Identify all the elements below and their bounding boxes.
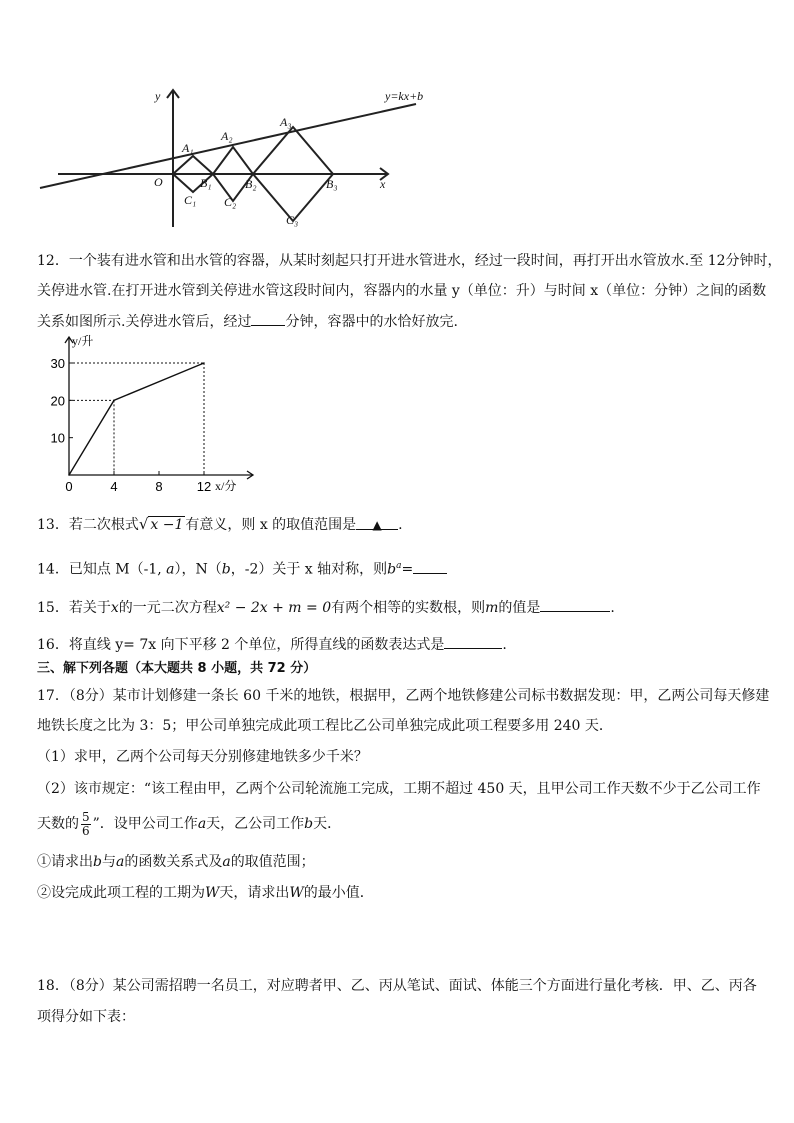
fraction-numerator: 5 xyxy=(82,809,90,824)
y-tick-label-10: 10 xyxy=(50,430,65,446)
q17-text-5c: 天，乙公司工作 xyxy=(206,816,305,832)
series-line xyxy=(69,363,204,475)
line-kx-b xyxy=(40,104,416,188)
q17-line-6 xyxy=(37,852,315,872)
q12-line-1: 12．一个装有进水管和出水管的容器，从某时刻起只打开进水管进水，经过一段时间，再打开出水管放水.至 12分钟时， xyxy=(37,253,782,269)
q15-text-d: 的值是 xyxy=(498,600,541,616)
q17-text-7b: 天，请求出 xyxy=(219,885,290,901)
answer-blank-12 xyxy=(251,311,285,326)
label-A3: A₃ xyxy=(280,115,292,129)
q17-text-5b: ”．设甲公司工作 xyxy=(92,816,198,832)
label-B1: B₁ xyxy=(200,176,212,190)
q14 xyxy=(37,556,447,580)
q15-text-e: . xyxy=(610,600,615,616)
answer-blank-16 xyxy=(444,634,502,649)
q13-text-b: 有意义，则 x 的取值范围是 xyxy=(185,517,357,533)
q17-line-3: （1）求甲，乙两个公司每天分别修建地铁多少千米？ xyxy=(37,749,368,765)
x-axis-label: x xyxy=(380,177,386,191)
q17-line-1: 17．（8分）某市计划修建一条长 60 千米的地铁，根据甲，乙两个地铁修建公司标书数据发现：甲，乙两公司每天修建 xyxy=(37,688,770,704)
q17-var-W: W xyxy=(205,885,220,901)
q13 xyxy=(37,514,403,535)
q15-text-a: 15．若关于 xyxy=(37,600,111,616)
q14-var-b: b xyxy=(221,561,231,578)
x-tick-label-8: 8 xyxy=(155,479,163,494)
section-3-heading: 三、解下列各题（本大题共 8 小题，共 72 分） xyxy=(37,661,317,676)
q17-text-6b: 与 xyxy=(101,854,116,870)
y-axis-label: y xyxy=(155,89,161,103)
fraction-denominator: 6 xyxy=(82,823,90,838)
q17-var-W-2: W xyxy=(289,885,304,901)
q17-line-5 xyxy=(37,810,341,838)
fraction-5-6 xyxy=(81,811,91,838)
q17-text-7c: 的最小值． xyxy=(303,885,374,901)
q17-text-5a: 天数的 xyxy=(37,816,79,832)
label-B2: B₂ xyxy=(245,177,257,191)
q14-text-c: ，-2）关于 x 轴对称，则 xyxy=(230,561,388,578)
q15-var-m: m xyxy=(485,600,499,616)
y-tick-label-20: 20 xyxy=(50,393,65,409)
q15 xyxy=(37,597,615,618)
q17-text-6a: ①请求出 xyxy=(37,854,93,870)
q15-text-c: 有两个相等的实数根，则 xyxy=(331,600,486,616)
q12-text-b: 分钟，容器中的水恰好放完. xyxy=(285,314,458,330)
q12-text-a: 关系如图所示.关停进水管后，经过 xyxy=(37,314,252,330)
square-chain-figure xyxy=(30,82,440,232)
q17-var-b: b xyxy=(304,816,314,832)
data-point-2 xyxy=(203,362,205,364)
x-tick-label-4: 4 xyxy=(110,479,118,494)
answer-blank-15 xyxy=(540,597,610,612)
q14-text-d: = xyxy=(401,561,414,578)
q15-text-b: 的一元二次方程 xyxy=(118,600,217,616)
x-tick-label-12: 12 xyxy=(196,479,212,494)
q17-text-6d: 的取值范围； xyxy=(230,854,315,870)
q17-var-b-2: b xyxy=(93,854,102,870)
x-tick-label-0: 0 xyxy=(65,479,73,494)
water-volume-chart xyxy=(40,334,260,494)
answer-blank-13: ▲ xyxy=(356,515,398,530)
label-A2: A₂ xyxy=(221,129,233,143)
label-C3: C₃ xyxy=(286,213,299,227)
q17-var-a: a xyxy=(197,816,207,832)
q13-radicand: x −1 xyxy=(150,517,184,533)
q14-pow-exp: a xyxy=(396,561,402,571)
label-A1: A₁ xyxy=(182,141,194,155)
q14-text-a: 14．已知点 M（-1, xyxy=(37,561,162,578)
q17-var-a-3: a xyxy=(222,854,231,870)
sqrt-icon: √ xyxy=(138,515,149,533)
q17-line-4: （2）该市规定：“该工程由甲，乙两个公司轮流施工完成，工期不超过 450 天，且甲公司工作天数不少于乙公司工作 xyxy=(37,781,761,797)
q14-text-b: ），N（ xyxy=(174,561,222,578)
answer-blank-14 xyxy=(413,559,447,574)
q12-line-3 xyxy=(37,311,458,332)
line-label: y=kx+b xyxy=(385,89,424,103)
q17-text-5d: 天． xyxy=(313,816,342,832)
q17-text-7a: ②设完成此项工程的工期为 xyxy=(37,885,205,901)
q16-text-a: 16．将直线 y= 7x 向下平移 2 个单位，所得直线的函数表达式是 xyxy=(37,637,445,653)
data-point-0 xyxy=(68,474,70,476)
q13-text-c: . xyxy=(398,517,403,533)
q13-text-a: 13．若二次根式 xyxy=(37,517,139,533)
q17-text-6c: 的函数关系式及 xyxy=(124,854,223,870)
q17-line-7 xyxy=(37,883,374,903)
chart-x-label: x/分 xyxy=(215,479,237,493)
data-point-1 xyxy=(113,400,115,402)
q14-var-a: a xyxy=(166,561,175,578)
q17-line-2: 地铁长度之比为 3：5；甲公司单独完成此项工程比乙公司单独完成此项工程要多用 240 天． xyxy=(37,718,613,734)
q15-equation: x² − 2x + m = 0 xyxy=(216,600,332,616)
q18-line-1: 18．（8分）某公司需招聘一名员工，对应聘者甲、乙、丙从笔试、面试、体能三个方面进行量化考核．甲、乙、丙各 xyxy=(37,978,757,994)
y-tick-label-30: 30 xyxy=(50,356,65,371)
q15-var-x: x xyxy=(110,600,119,616)
label-C1: C₁ xyxy=(184,193,197,207)
q16-text-e: . xyxy=(502,637,507,653)
label-B3: B₃ xyxy=(326,177,338,191)
q16 xyxy=(37,634,507,655)
chart-y-label: y/升 xyxy=(72,334,94,348)
q12-line-2: 关停进水管.在打开进水管到关停进水管这段时间内，容器内的水量 y（单位：升）与时间 x（单位：分钟）之间的函数 xyxy=(37,283,767,299)
origin-label: O xyxy=(154,175,163,189)
q18-line-2: 项得分如下表： xyxy=(37,1009,135,1025)
q14-pow-base: b xyxy=(387,561,397,578)
label-C2: C₂ xyxy=(224,195,237,209)
q17-var-a-2: a xyxy=(115,854,125,870)
